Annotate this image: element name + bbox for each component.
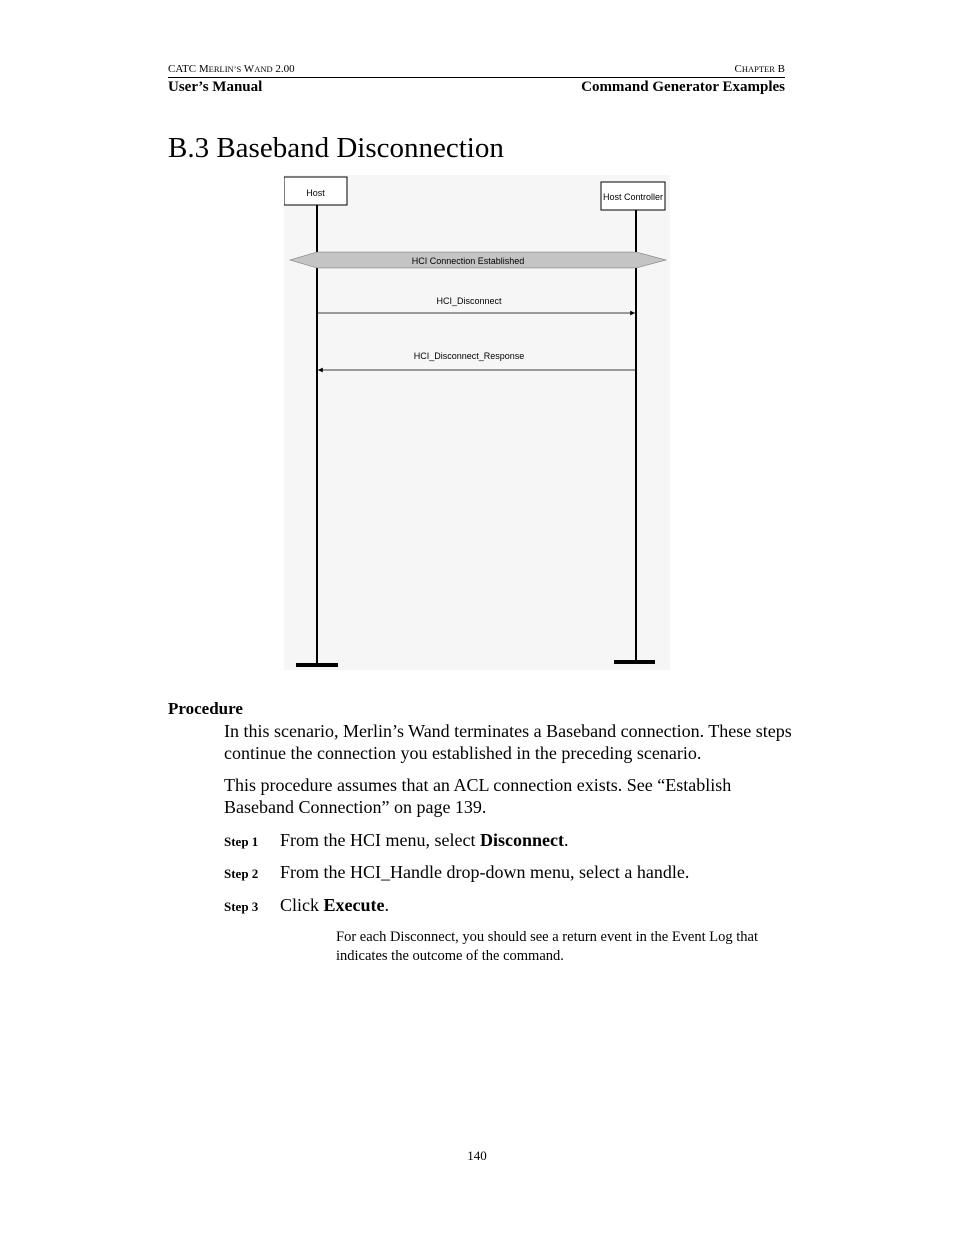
step-3-bold: Execute [323,895,385,915]
host-label: Host [306,188,325,198]
sequence-diagram [284,175,670,670]
step-1-text: From the HCI menu, select Disconnect. [280,830,569,850]
step-1-bold: Disconnect [479,830,564,850]
header-section: Command Generator Examples [581,79,785,95]
header-chapter: CHAPTER B [734,63,785,75]
section-title: B.3 Baseband Disconnection [168,132,504,164]
step-2-label: Step 2 [224,866,259,881]
step-3-text: Click Execute. [280,895,389,915]
sequence-diagram-svg [284,175,670,670]
page-number: 140 [467,1148,487,1163]
procedure-paragraph-1: In this scenario, Merlin’s Wand terminates a Baseband connection. These steps continue the connection you established in the preceding scenario. [224,721,792,763]
host-controller-label: Host Controller [602,192,664,202]
header-rule [168,77,785,78]
disconnect-response-label: HCI_Disconnect_Response [413,351,525,361]
procedure-paragraph-2: This procedure assumes that an ACL connection exists. See “Establish Baseband Connection” on page 139. [224,775,732,817]
header-manual: User’s Manual [168,79,263,95]
step-3-label: Step 3 [224,899,259,914]
step-2-text: From the HCI_Handle drop-down menu, select a handle. [280,862,690,882]
step-note: For each Disconnect, you should see a return event in the Event Log that indicates the outcome of the command. [336,929,758,964]
connection-established-label: HCI Connection Established [411,256,525,266]
step-1-label: Step 1 [224,834,259,849]
procedure-heading: Procedure [168,699,243,718]
disconnect-label: HCI_Disconnect [436,296,502,306]
header-product: CATC MERLIN’S WAND 2.00 [168,63,295,75]
